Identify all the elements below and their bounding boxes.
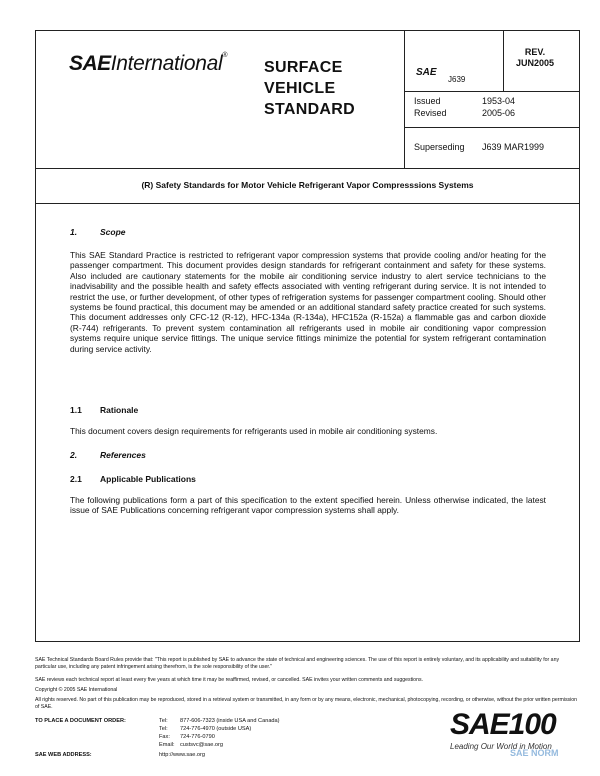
web-label: SAE WEB ADDRESS:	[35, 752, 92, 758]
rev-label: REV.	[524, 47, 546, 57]
superseding-label: Superseding	[414, 142, 465, 152]
tel-value: 877-606-7323 (inside USA and Canada)	[180, 718, 280, 724]
document-type	[264, 57, 355, 120]
header-frame	[35, 30, 580, 642]
web-value[interactable]: http://www.sae.org	[159, 752, 206, 758]
tel-key: Tel:	[159, 718, 168, 724]
header-hline-1	[404, 91, 579, 92]
sae-norm-watermark: SAE NORM	[510, 748, 559, 758]
section-2-1-title: Applicable Publications	[100, 474, 196, 484]
logo-sae-text: SAE	[69, 52, 111, 75]
section-2-heading	[70, 450, 146, 460]
footer-copyright: Copyright © 2005 SAE International	[35, 687, 118, 693]
section-2-1-text: The following publications form a part of this specification to the extent specified herein. Unless otherwise indicated, the latest issue of SAE Publications concerning refrigerant vapor compression systems shall apply.	[70, 495, 546, 516]
order-label: TO PLACE A DOCUMENT ORDER:	[35, 718, 126, 724]
logo-trademark: ®	[222, 52, 228, 59]
section-2-1-number: 2.1	[70, 474, 82, 484]
header-divider-2	[503, 31, 504, 91]
doc-type-line-2: VEHICLE	[264, 80, 336, 97]
sae-100-logo	[450, 708, 556, 751]
fax-value: 724-776-0790	[180, 734, 215, 740]
section-1-1-text: This document covers design requirements for refrigerants used in mobile air conditioning systems.	[70, 426, 438, 436]
footer-rights-text: All rights reserved. No part of this publication may be reproduced, stored in a retrieval system or transmitted, in any form or by any means, electronic, mechanical, photocopying, recording, or otherwise, without the prior written permission of SAE.	[35, 697, 578, 710]
fax-key: Fax:	[159, 734, 170, 740]
issued-label: Issued	[414, 96, 441, 106]
header-hline-2	[404, 127, 579, 128]
header-divider-1	[404, 31, 405, 168]
document-number: J639	[448, 75, 466, 84]
sae-100-logo-mark: SAE100	[450, 708, 556, 741]
document-title: (R) Safety Standards for Motor Vehicle Refrigerant Vapor Compresssions Systems	[141, 180, 474, 190]
issued-value: 1953-04	[482, 96, 516, 106]
superseding-value: J639 MAR1999	[482, 142, 545, 152]
section-1-1-heading	[70, 405, 138, 415]
tel2-key: Tel:	[159, 726, 168, 732]
section-2-title: References	[100, 450, 146, 460]
revised-label: Revised	[414, 108, 447, 118]
logo-international-text: International	[110, 52, 223, 75]
footer-review-text: SAE reviews each technical report at least every five years at which time it may be reaffirmed, revised, or cancelled. SAE invites your written comments and suggestions.	[35, 677, 423, 683]
section-2-number: 2.	[70, 450, 78, 460]
revision-box	[516, 47, 554, 69]
section-1-1-title: Rationale	[100, 405, 139, 415]
sae-100-tagline: Leading Our World in Motion	[450, 742, 552, 751]
section-1-heading	[70, 227, 126, 237]
revised-value: 2005-06	[482, 108, 516, 118]
section-1-1-number: 1.1	[70, 405, 82, 415]
tel2-value: 724-776-4970 (outside USA)	[180, 726, 252, 732]
rev-date: JUN2005	[516, 58, 555, 68]
sae-international-logo	[69, 52, 228, 76]
email-key: Email:	[159, 742, 175, 748]
footer-rules-text: SAE Technical Standards Board Rules provide that: "This report is published by SAE to advance the state of technical and engineering sciences. The use of this report is entirely voluntary, and its applicability and suitability for any particular use, including any patent infringement arising therefrom, is the sole responsibility of the user."	[35, 657, 560, 670]
doc-type-line-1: SURFACE	[264, 59, 343, 76]
header-bottom-rule	[36, 168, 579, 169]
email-value[interactable]: custsvc@sae.org	[180, 742, 223, 748]
section-1-number: 1.	[70, 227, 78, 237]
small-sae-logo: SAE	[416, 67, 437, 78]
section-1-title: Scope	[100, 227, 126, 237]
section-1-text: This SAE Standard Practice is restricted to refrigerant vapor compression systems that provide cooling and/or heating for the passenger compartment. This document provides design standards for refrigerant containment and safety for these systems. Also included are cautionary statements for the mobile air conditioning service industry to alert service technicians to the inadvisability and the possible health and safety effects associated with venting refrigerant during service. It is not intended to restrict the use, or further development, of other types of refrigeration systems for passenger compartment cooling. Should other systems be found practical, this document may be amended or an additional standard safety practice created for such systems. This document addresses only CFC-12 (R-12), HFC-134a (R-134a), HFC152a (R-152a) a flammable gas and carbon dioxide (R-744) refrigerants. To prevent system contamination all refrigerants used in mobile air conditioning vapor compression systems require unique service fittings. The unique service fittings minimize the potential for system refrigerant contamination during service activity.	[70, 250, 546, 354]
doc-type-line-3: STANDARD	[264, 101, 355, 118]
section-2-1-heading	[70, 474, 196, 484]
title-bottom-rule	[36, 203, 579, 204]
